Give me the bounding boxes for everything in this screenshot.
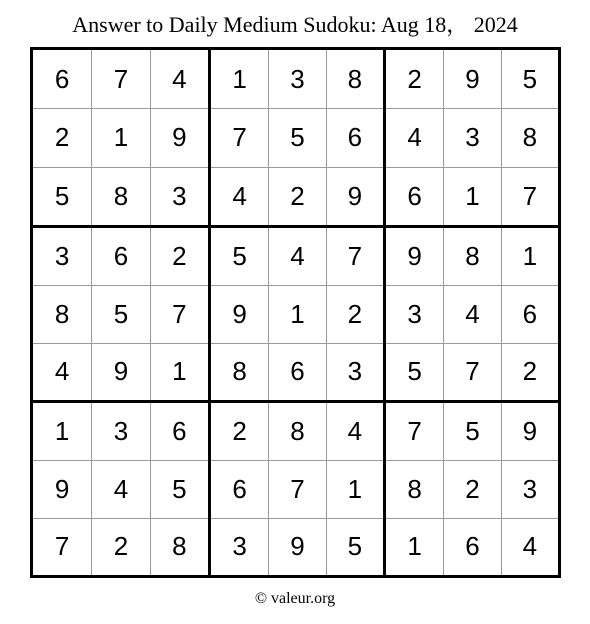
sudoku-cell: 4 — [386, 108, 443, 166]
sudoku-cell: 3 — [268, 50, 325, 108]
sudoku-cell: 5 — [91, 285, 149, 342]
sudoku-cell: 8 — [443, 228, 500, 285]
sudoku-cell: 5 — [386, 343, 443, 400]
sudoku-cell: 6 — [386, 167, 443, 225]
sudoku-cell: 5 — [443, 403, 500, 460]
sudoku-cell: 3 — [54, 241, 70, 272]
sudoku-cell: 7 — [268, 460, 325, 517]
sudoku-cell: 8 — [326, 50, 383, 108]
sudoku-cell: 9 — [268, 518, 325, 575]
sudoku-cell: 9 — [150, 108, 208, 166]
sudoku-box — [33, 50, 208, 225]
sudoku-cell: 9 — [33, 460, 91, 517]
sudoku-box — [208, 225, 383, 400]
sudoku-cell: 1 — [150, 343, 208, 400]
sudoku-cell: 1 — [501, 228, 558, 285]
sudoku-cell: 3 — [91, 403, 149, 460]
sudoku-cell: 3 — [326, 343, 383, 400]
sudoku-cell: 8 — [501, 108, 558, 166]
sudoku-cell: 2 — [232, 416, 247, 447]
sudoku-box — [208, 400, 383, 575]
sudoku-cell: 8 — [33, 285, 91, 342]
sudoku-cell: 7 — [501, 167, 558, 225]
sudoku-cell: 5 — [501, 50, 558, 108]
sudoku-cell: 7 — [150, 285, 208, 342]
sudoku-cell: 8 — [211, 343, 268, 400]
sudoku-cell: 4 — [501, 518, 558, 575]
sudoku-cell: 5 — [232, 241, 247, 272]
sudoku-cell: 3 — [211, 518, 268, 575]
sudoku-cell: 2 — [268, 167, 325, 225]
sudoku-cell: 9 — [443, 50, 500, 108]
sudoku-cell: 1 — [443, 167, 500, 225]
sudoku-cell: 2 — [443, 460, 500, 517]
sudoku-cell: 2 — [407, 63, 422, 94]
sudoku-cell: 8 — [150, 518, 208, 575]
sudoku-cell: 6 — [54, 63, 70, 94]
sudoku-cell: 4 — [326, 403, 383, 460]
sudoku-box — [33, 225, 208, 400]
sudoku-cell: 5 — [150, 460, 208, 517]
sudoku-cell: 6 — [211, 460, 268, 517]
sudoku-cell: 6 — [150, 403, 208, 460]
sudoku-cell: 3 — [443, 108, 500, 166]
sudoku-cell: 7 — [91, 50, 149, 108]
sudoku-cell: 2 — [501, 343, 558, 400]
sudoku-cell: 2 — [150, 228, 208, 285]
sudoku-cell: 4 — [33, 343, 91, 400]
sudoku-cell: 6 — [326, 108, 383, 166]
sudoku-cell: 2 — [33, 108, 91, 166]
sudoku-cell: 8 — [91, 167, 149, 225]
sudoku-box — [383, 225, 558, 400]
sudoku-cell: 8 — [268, 403, 325, 460]
sudoku-cell: 1 — [268, 285, 325, 342]
sudoku-box — [208, 50, 383, 225]
sudoku-board — [30, 47, 561, 578]
sudoku-cell: 6 — [91, 228, 149, 285]
sudoku-cell: 4 — [211, 167, 268, 225]
sudoku-cell: 4 — [443, 285, 500, 342]
sudoku-cell: 3 — [501, 460, 558, 517]
sudoku-cell: 3 — [150, 167, 208, 225]
sudoku-cell: 5 — [326, 518, 383, 575]
sudoku-cell: 6 — [268, 343, 325, 400]
sudoku-cell: 6 — [443, 518, 500, 575]
sudoku-cell: 7 — [443, 343, 500, 400]
sudoku-cell: 5 — [33, 167, 91, 225]
sudoku-cell: 7 — [33, 518, 91, 575]
sudoku-cell: 7 — [407, 416, 422, 447]
sudoku-cell: 9 — [501, 403, 558, 460]
sudoku-cell: 4 — [150, 50, 208, 108]
sudoku-cell: 3 — [386, 285, 443, 342]
sudoku-cell: 4 — [91, 460, 149, 517]
sudoku-cell: 2 — [326, 285, 383, 342]
copyright-footer: © valeur.org — [254, 590, 336, 607]
sudoku-cell: 1 — [232, 63, 247, 94]
sudoku-cell: 9 — [91, 343, 149, 400]
sudoku-cell: 9 — [407, 241, 422, 272]
sudoku-cell: 5 — [268, 108, 325, 166]
sudoku-cell: 1 — [54, 416, 70, 447]
sudoku-box — [33, 400, 208, 575]
sudoku-cell: 7 — [326, 228, 383, 285]
sudoku-cell: 9 — [326, 167, 383, 225]
sudoku-cell: 1 — [386, 518, 443, 575]
sudoku-cell: 1 — [91, 108, 149, 166]
sudoku-cell: 2 — [91, 518, 149, 575]
puzzle-title: Answer to Daily Medium Sudoku: Aug 18， 2024 — [72, 12, 518, 37]
sudoku-cell: 1 — [326, 460, 383, 517]
sudoku-box — [383, 50, 558, 225]
sudoku-cell: 4 — [268, 228, 325, 285]
sudoku-box — [383, 400, 558, 575]
sudoku-cell: 6 — [501, 285, 558, 342]
sudoku-cell: 9 — [211, 285, 268, 342]
sudoku-cell: 7 — [211, 108, 268, 166]
sudoku-cell: 8 — [386, 460, 443, 517]
